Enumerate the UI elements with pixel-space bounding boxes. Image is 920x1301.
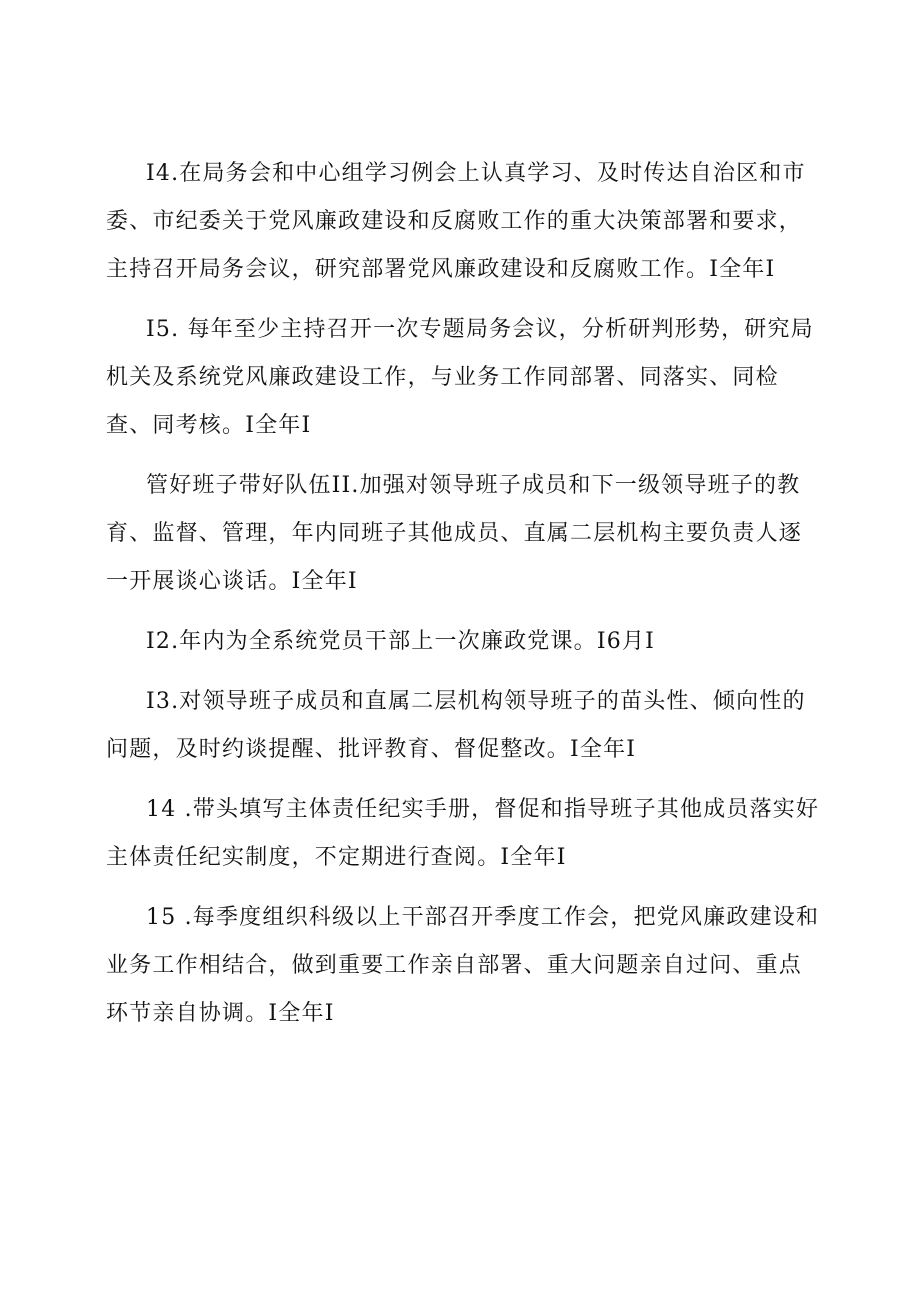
document-body — [106, 150, 826, 1050]
paragraph-line: I3.对领导班子成员和直属二层机构领导班子的苗头性、倾向性的 — [146, 689, 806, 714]
paragraph-team-management — [106, 462, 826, 606]
paragraph-line: 机关及系统党风廉政建设工作，与业务工作同部署、同落实、同检 — [106, 365, 779, 390]
paragraph-line: 15 .每季度组织科级以上干部召开季度工作会，把党风廉政建设和 — [146, 905, 820, 930]
paragraph-line: 主体责任纪实制度，不定期进行查阅。I全年I — [106, 845, 567, 870]
paragraph-line: I5. 每年至少主持召开一次专题局务会议，分析研判形势，研究局 — [146, 317, 814, 342]
paragraph-line: 管好班子带好队伍II.加强对领导班子成员和下一级领导班子的教 — [146, 473, 801, 498]
paragraph-line: 14 .带头填写主体责任纪实手册，督促和指导班子其他成员落实好 — [146, 797, 820, 822]
paragraph-item-13 — [106, 678, 826, 774]
paragraph-line: 问题，及时约谈提醒、批评教育、督促整改。I全年I — [106, 737, 637, 762]
paragraph-line: 委、市纪委关于党风廉政建设和反腐败工作的重大决策部署和要求， — [106, 209, 803, 234]
paragraph-line: 业务工作相结合，做到重要工作亲自部署、重大问题亲自过问、重点 — [106, 953, 803, 978]
paragraph-line: 一开展谈心谈话。I全年I — [106, 569, 358, 594]
paragraph-line: I2.年内为全系统党员干部上一次廉政党课。I6月I — [146, 629, 656, 654]
paragraph-line: 环节亲自协调。I全年I — [106, 1001, 335, 1026]
paragraph-item-15 — [106, 306, 826, 450]
paragraph-line: 查、同考核。I全年I — [106, 413, 312, 438]
paragraph-item-15b — [106, 894, 826, 1038]
paragraph-item-14 — [106, 150, 826, 294]
paragraph-line: 主持召开局务会议，研究部署党风廉政建设和反腐败工作。I全年I — [106, 257, 776, 282]
paragraph-item-14b — [106, 786, 826, 882]
paragraph-line: I4.在局务会和中心组学习例会上认真学习、及时传达自治区和市 — [146, 161, 806, 186]
paragraph-line: 育、监督、管理，年内同班子其他成员、直属二层机构主要负责人逐 — [106, 521, 803, 546]
paragraph-item-12 — [106, 618, 826, 666]
